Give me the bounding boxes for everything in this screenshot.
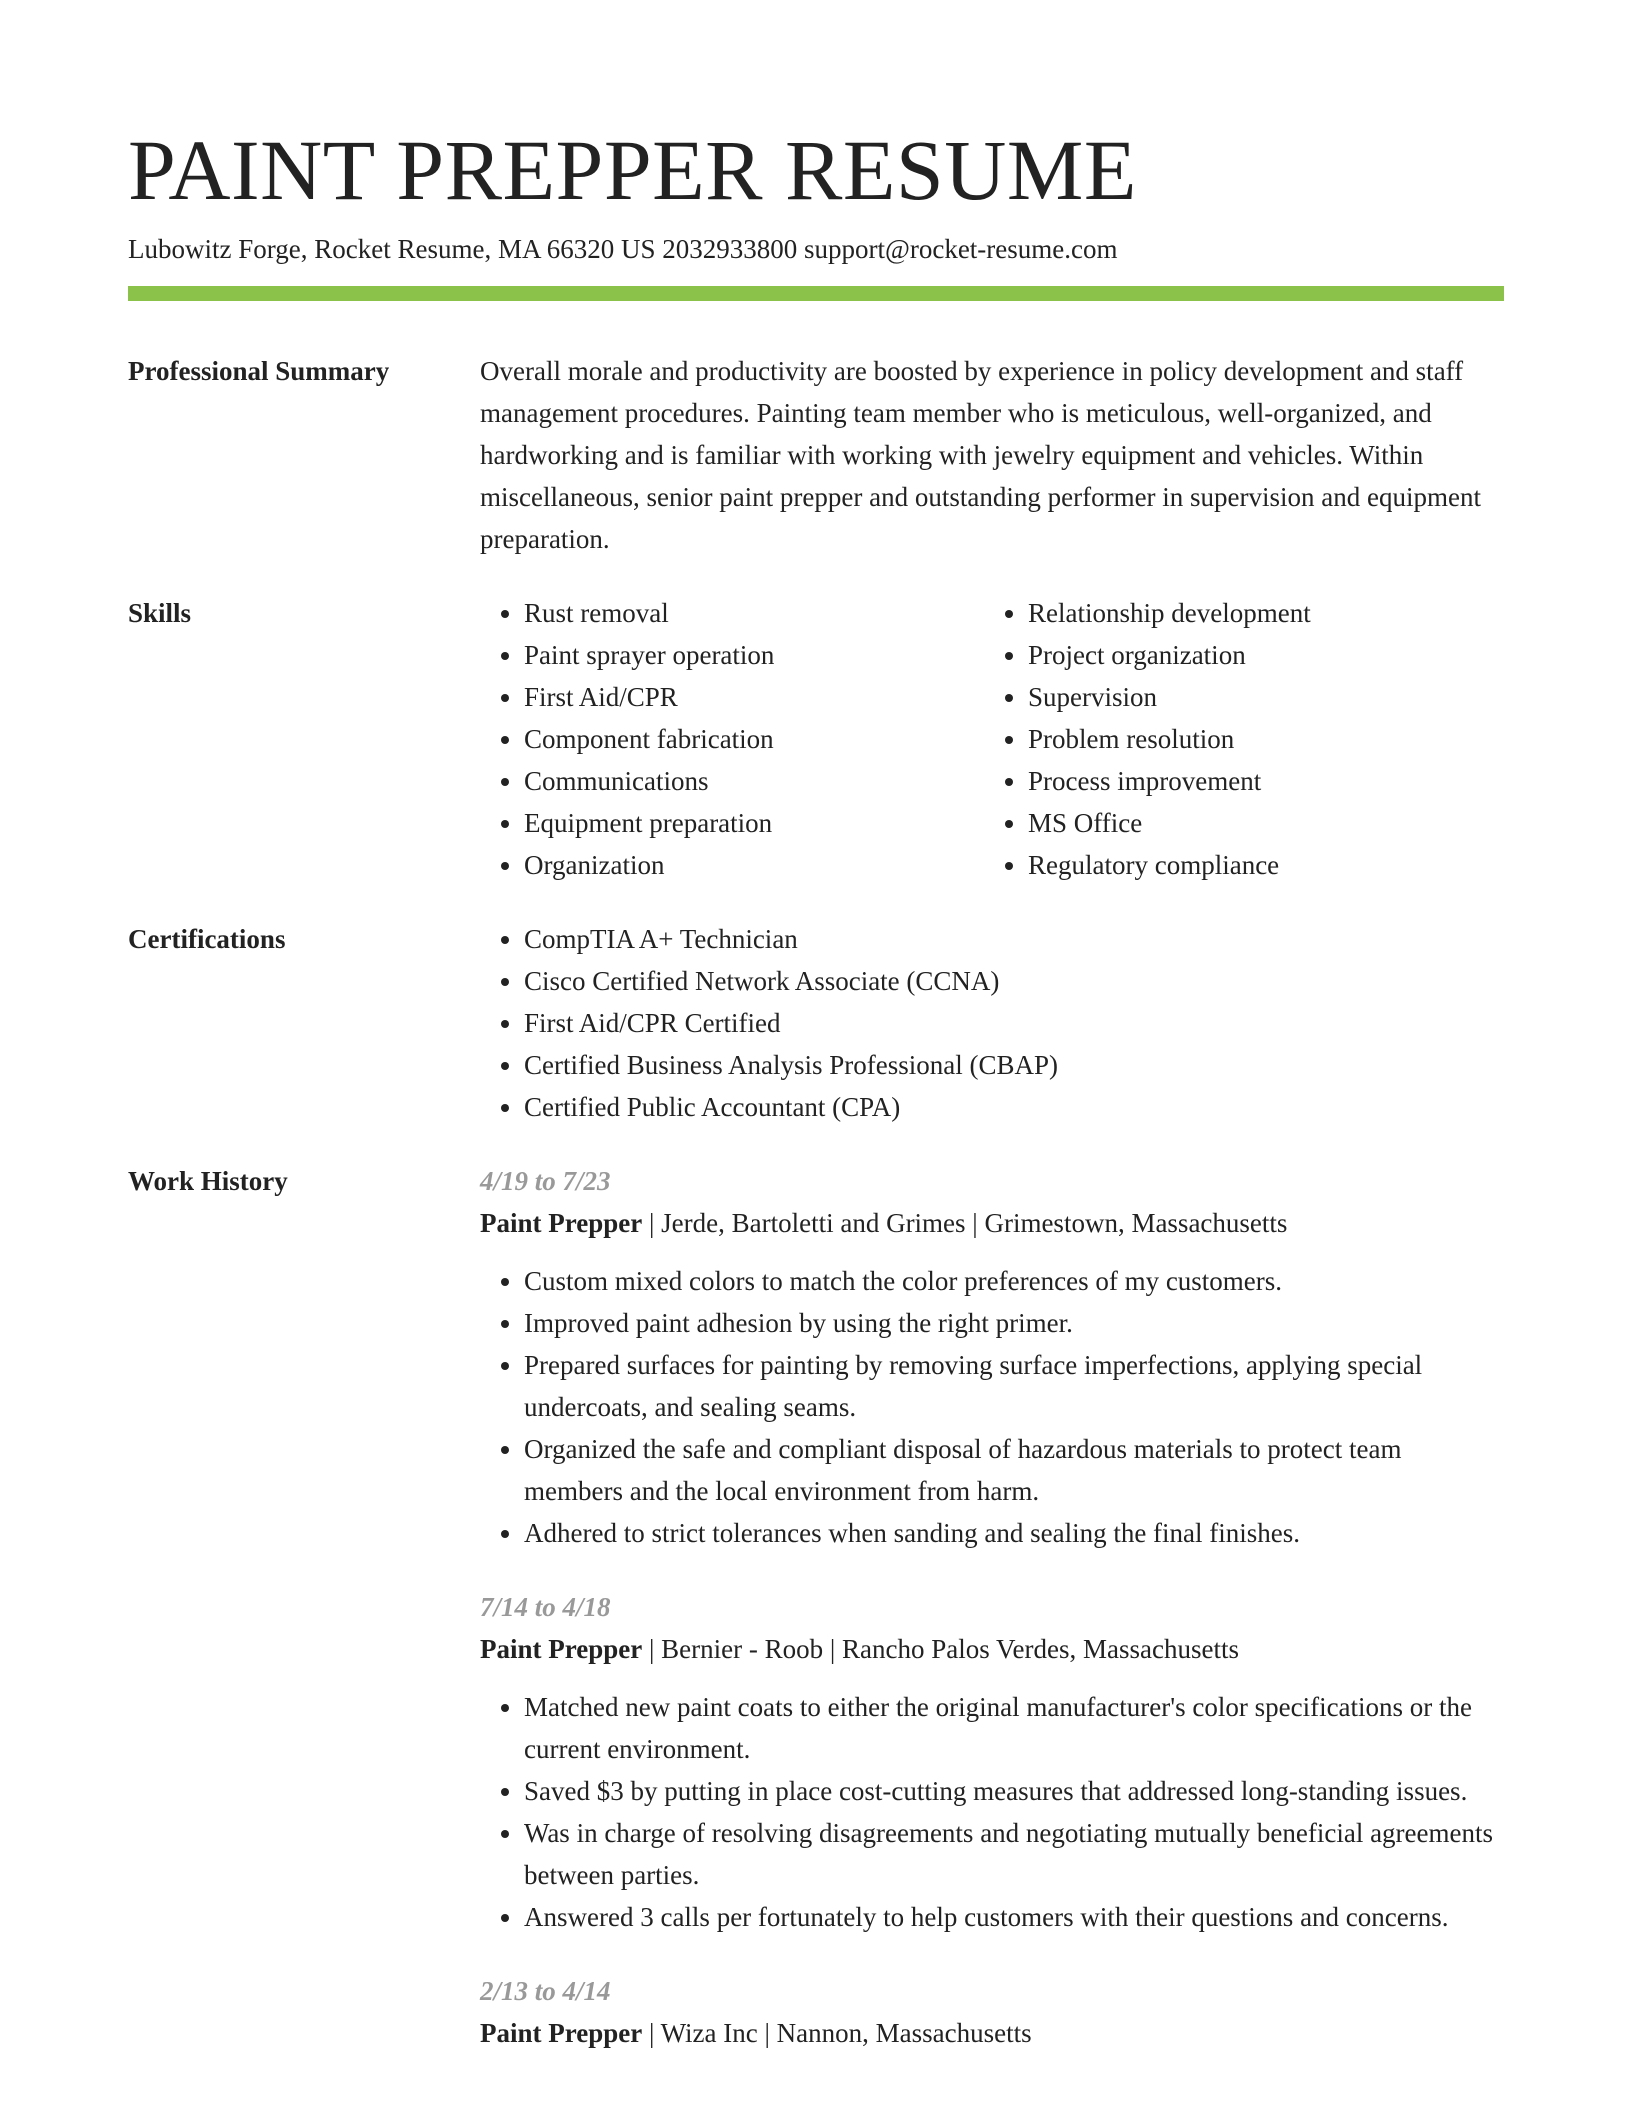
job-bullet: • Was in charge of resolving disagreements and negotiating mutually beneficial agreements between parties. (524, 1812, 1504, 1896)
skill-item: • Relationship development (1028, 592, 1488, 634)
job-bullets (480, 1260, 1504, 1554)
job-bullet: • Answered 3 calls per fortunately to help customers with their questions and concerns. (524, 1896, 1504, 1938)
skill-item: • Communications (524, 760, 984, 802)
resume-title: PAINT PREPPER RESUME (128, 122, 1137, 218)
job-details: | Wiza Inc | Nannon, Massachusetts (642, 2018, 1032, 2048)
summary-heading: Professional Summary (128, 356, 390, 386)
job-bullet: • Adhered to strict tolerances when sanding and sealing the final finishes. (524, 1512, 1504, 1554)
job-entry (480, 1586, 1504, 1938)
job-dates: 4/19 to 7/23 (480, 1166, 611, 1196)
skill-item: • Regulatory compliance (1028, 844, 1488, 886)
job-entry (480, 1160, 1504, 1554)
job-entry (480, 1970, 1504, 2054)
skill-item: • Supervision (1028, 676, 1488, 718)
job-dates: 2/13 to 4/14 (480, 1976, 611, 2006)
job-role: Paint Prepper (480, 1208, 643, 1238)
skill-item: • Organization (524, 844, 984, 886)
contact-line: Lubowitz Forge, Rocket Resume, MA 66320 US 2032933800 support@rocket-resume.com (128, 234, 1118, 264)
skill-item: • Rust removal (524, 592, 984, 634)
skill-item: • Problem resolution (1028, 718, 1488, 760)
skill-item: • Component fabrication (524, 718, 984, 760)
skill-item: • Process improvement (1028, 760, 1488, 802)
job-bullet: • Prepared surfaces for painting by removing surface imperfections, applying special undercoats, and sealing seams. (524, 1344, 1504, 1428)
skill-item: • Equipment preparation (524, 802, 984, 844)
skills-column-right (984, 592, 1488, 886)
skill-item: • First Aid/CPR (524, 676, 984, 718)
job-header (480, 2012, 1504, 2054)
certifications-section (480, 918, 1504, 1128)
certifications-heading: Certifications (128, 924, 286, 954)
certification-item: • First Aid/CPR Certified (524, 1002, 1504, 1044)
job-role: Paint Prepper (480, 1634, 643, 1664)
job-bullet: • Improved paint adhesion by using the right primer. (524, 1302, 1504, 1344)
skills-columns (480, 592, 1504, 886)
work-history-heading: Work History (128, 1166, 288, 1196)
skills-list-left (480, 592, 984, 886)
certifications-list (480, 918, 1504, 1128)
work-history-section (480, 1160, 1504, 2086)
certification-item: • Certified Public Accountant (CPA) (524, 1086, 1504, 1128)
certification-item: • CompTIA A+ Technician (524, 918, 1504, 960)
job-bullets (480, 1686, 1504, 1938)
skills-list-right (984, 592, 1488, 886)
skills-section (480, 592, 1504, 886)
summary-section (480, 350, 1504, 560)
skills-column-left (480, 592, 984, 886)
job-bullet: • Matched new paint coats to either the original manufacturer's color specifications or the current environment. (524, 1686, 1504, 1770)
job-bullet: • Custom mixed colors to match the color preferences of my customers. (524, 1260, 1504, 1302)
accent-divider (128, 286, 1504, 301)
skill-item: • Paint sprayer operation (524, 634, 984, 676)
job-role: Paint Prepper (480, 2018, 643, 2048)
skills-heading: Skills (128, 598, 192, 628)
job-dates: 7/14 to 4/18 (480, 1592, 611, 1622)
job-details: | Bernier - Roob | Rancho Palos Verdes, Massachusetts (642, 1634, 1239, 1664)
certification-item: • Certified Business Analysis Professional (CBAP) (524, 1044, 1504, 1086)
job-details: | Jerde, Bartoletti and Grimes | Grimestown, Massachusetts (642, 1208, 1288, 1238)
skill-item: • Project organization (1028, 634, 1488, 676)
job-header (480, 1202, 1504, 1244)
job-bullet: • Saved $3 by putting in place cost-cutting measures that addressed long-standing issues. (524, 1770, 1504, 1812)
job-bullet: • Organized the safe and compliant disposal of hazardous materials to protect team members and the local environment from harm. (524, 1428, 1504, 1512)
skill-item: • MS Office (1028, 802, 1488, 844)
certification-item: • Cisco Certified Network Associate (CCNA) (524, 960, 1504, 1002)
summary-text: Overall morale and productivity are boosted by experience in policy development and staff management procedures. Painting team member who is meticulous, well-organized, and hardworking and is familiar with working with jewelry equipment and vehicles. Within miscellaneous, senior paint prepper and outstanding performer in supervision and equipment preparation. (480, 356, 1481, 554)
job-header (480, 1628, 1504, 1670)
